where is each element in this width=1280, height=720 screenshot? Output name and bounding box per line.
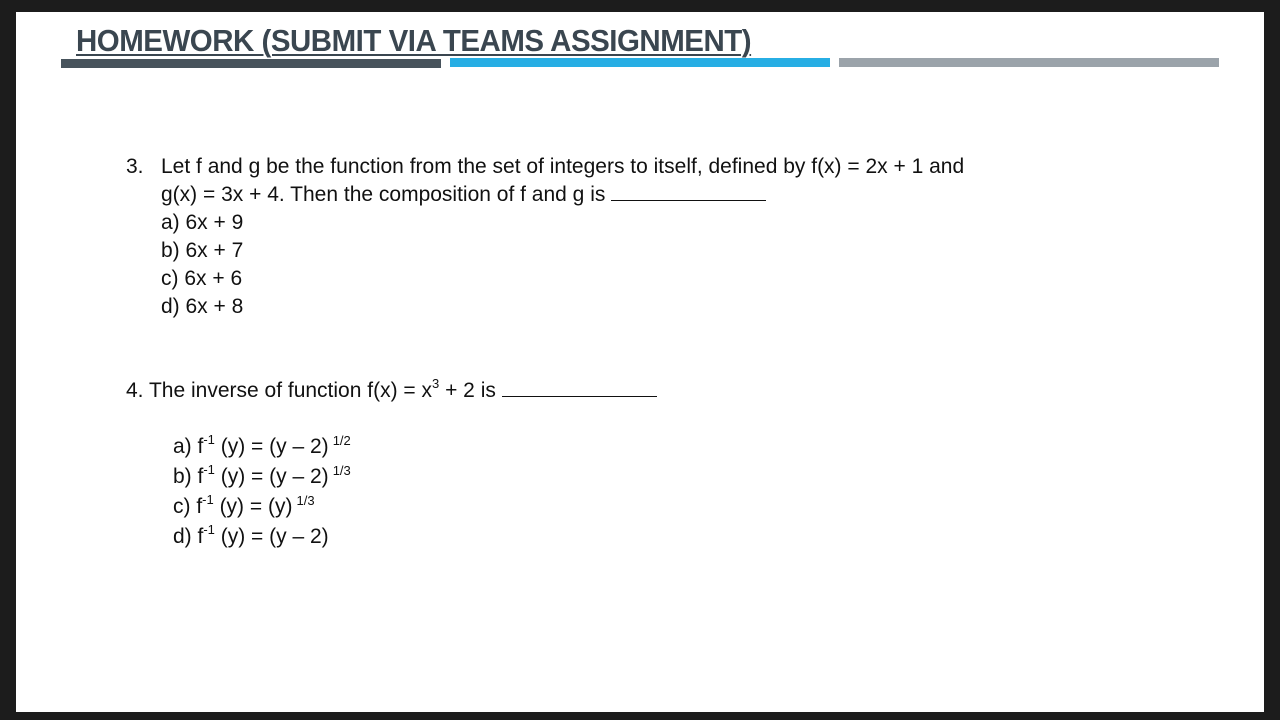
option-expression: (y) = (y – 2) [214, 465, 329, 488]
option-expression: (y) = (y – 2) [214, 525, 329, 548]
option-label: a) f [173, 435, 204, 458]
title-bar-gray [839, 58, 1219, 67]
question-text: 4. The inverse of function f(x) = x [126, 379, 433, 402]
question-text-suffix: + 2 is [439, 379, 496, 402]
question-text-line-2 [161, 181, 964, 209]
option-d: d) 6x + 8 [161, 295, 244, 318]
power-superscript: 1/2 [332, 433, 351, 448]
option-c: c) 6x + 6 [161, 267, 243, 290]
exponent: 3 [432, 376, 440, 391]
inverse-superscript: -1 [203, 432, 215, 447]
option-b [173, 463, 351, 493]
option-expression: (y) = (y – 2) [214, 435, 329, 458]
option-d [173, 523, 351, 553]
option-label: c) f [173, 495, 203, 518]
power-superscript: 1/3 [332, 463, 351, 478]
option-expression: (y) = (y) [213, 495, 293, 518]
question-3 [126, 153, 964, 321]
option-label: b) f [173, 465, 204, 488]
option-c [173, 493, 351, 523]
title-bar-dark [61, 59, 441, 68]
question-4 [126, 377, 657, 407]
option-b: b) 6x + 7 [161, 239, 244, 262]
inverse-superscript: -1 [203, 522, 215, 537]
slide-title: HOMEWORK (SUBMIT VIA TEAMS ASSIGNMENT) [76, 23, 752, 58]
inverse-superscript: -1 [202, 492, 214, 507]
answer-blank [502, 379, 657, 397]
option-a: a) 6x + 9 [161, 211, 244, 234]
question-4-options [173, 433, 351, 553]
title-bar-blue [450, 58, 830, 67]
question-text: g(x) = 3x + 4. Then the composition of f and g is [161, 183, 606, 206]
power-superscript: 1/3 [296, 493, 315, 508]
option-label: d) f [173, 525, 204, 548]
question-number: 3. [126, 155, 144, 178]
inverse-superscript: -1 [203, 462, 215, 477]
slide [16, 12, 1264, 712]
question-text-line-1: Let f and g be the function from the set of integers to itself, defined by f(x) = 2x + 1 and [161, 155, 965, 178]
option-a [173, 433, 351, 463]
answer-blank [611, 183, 766, 201]
